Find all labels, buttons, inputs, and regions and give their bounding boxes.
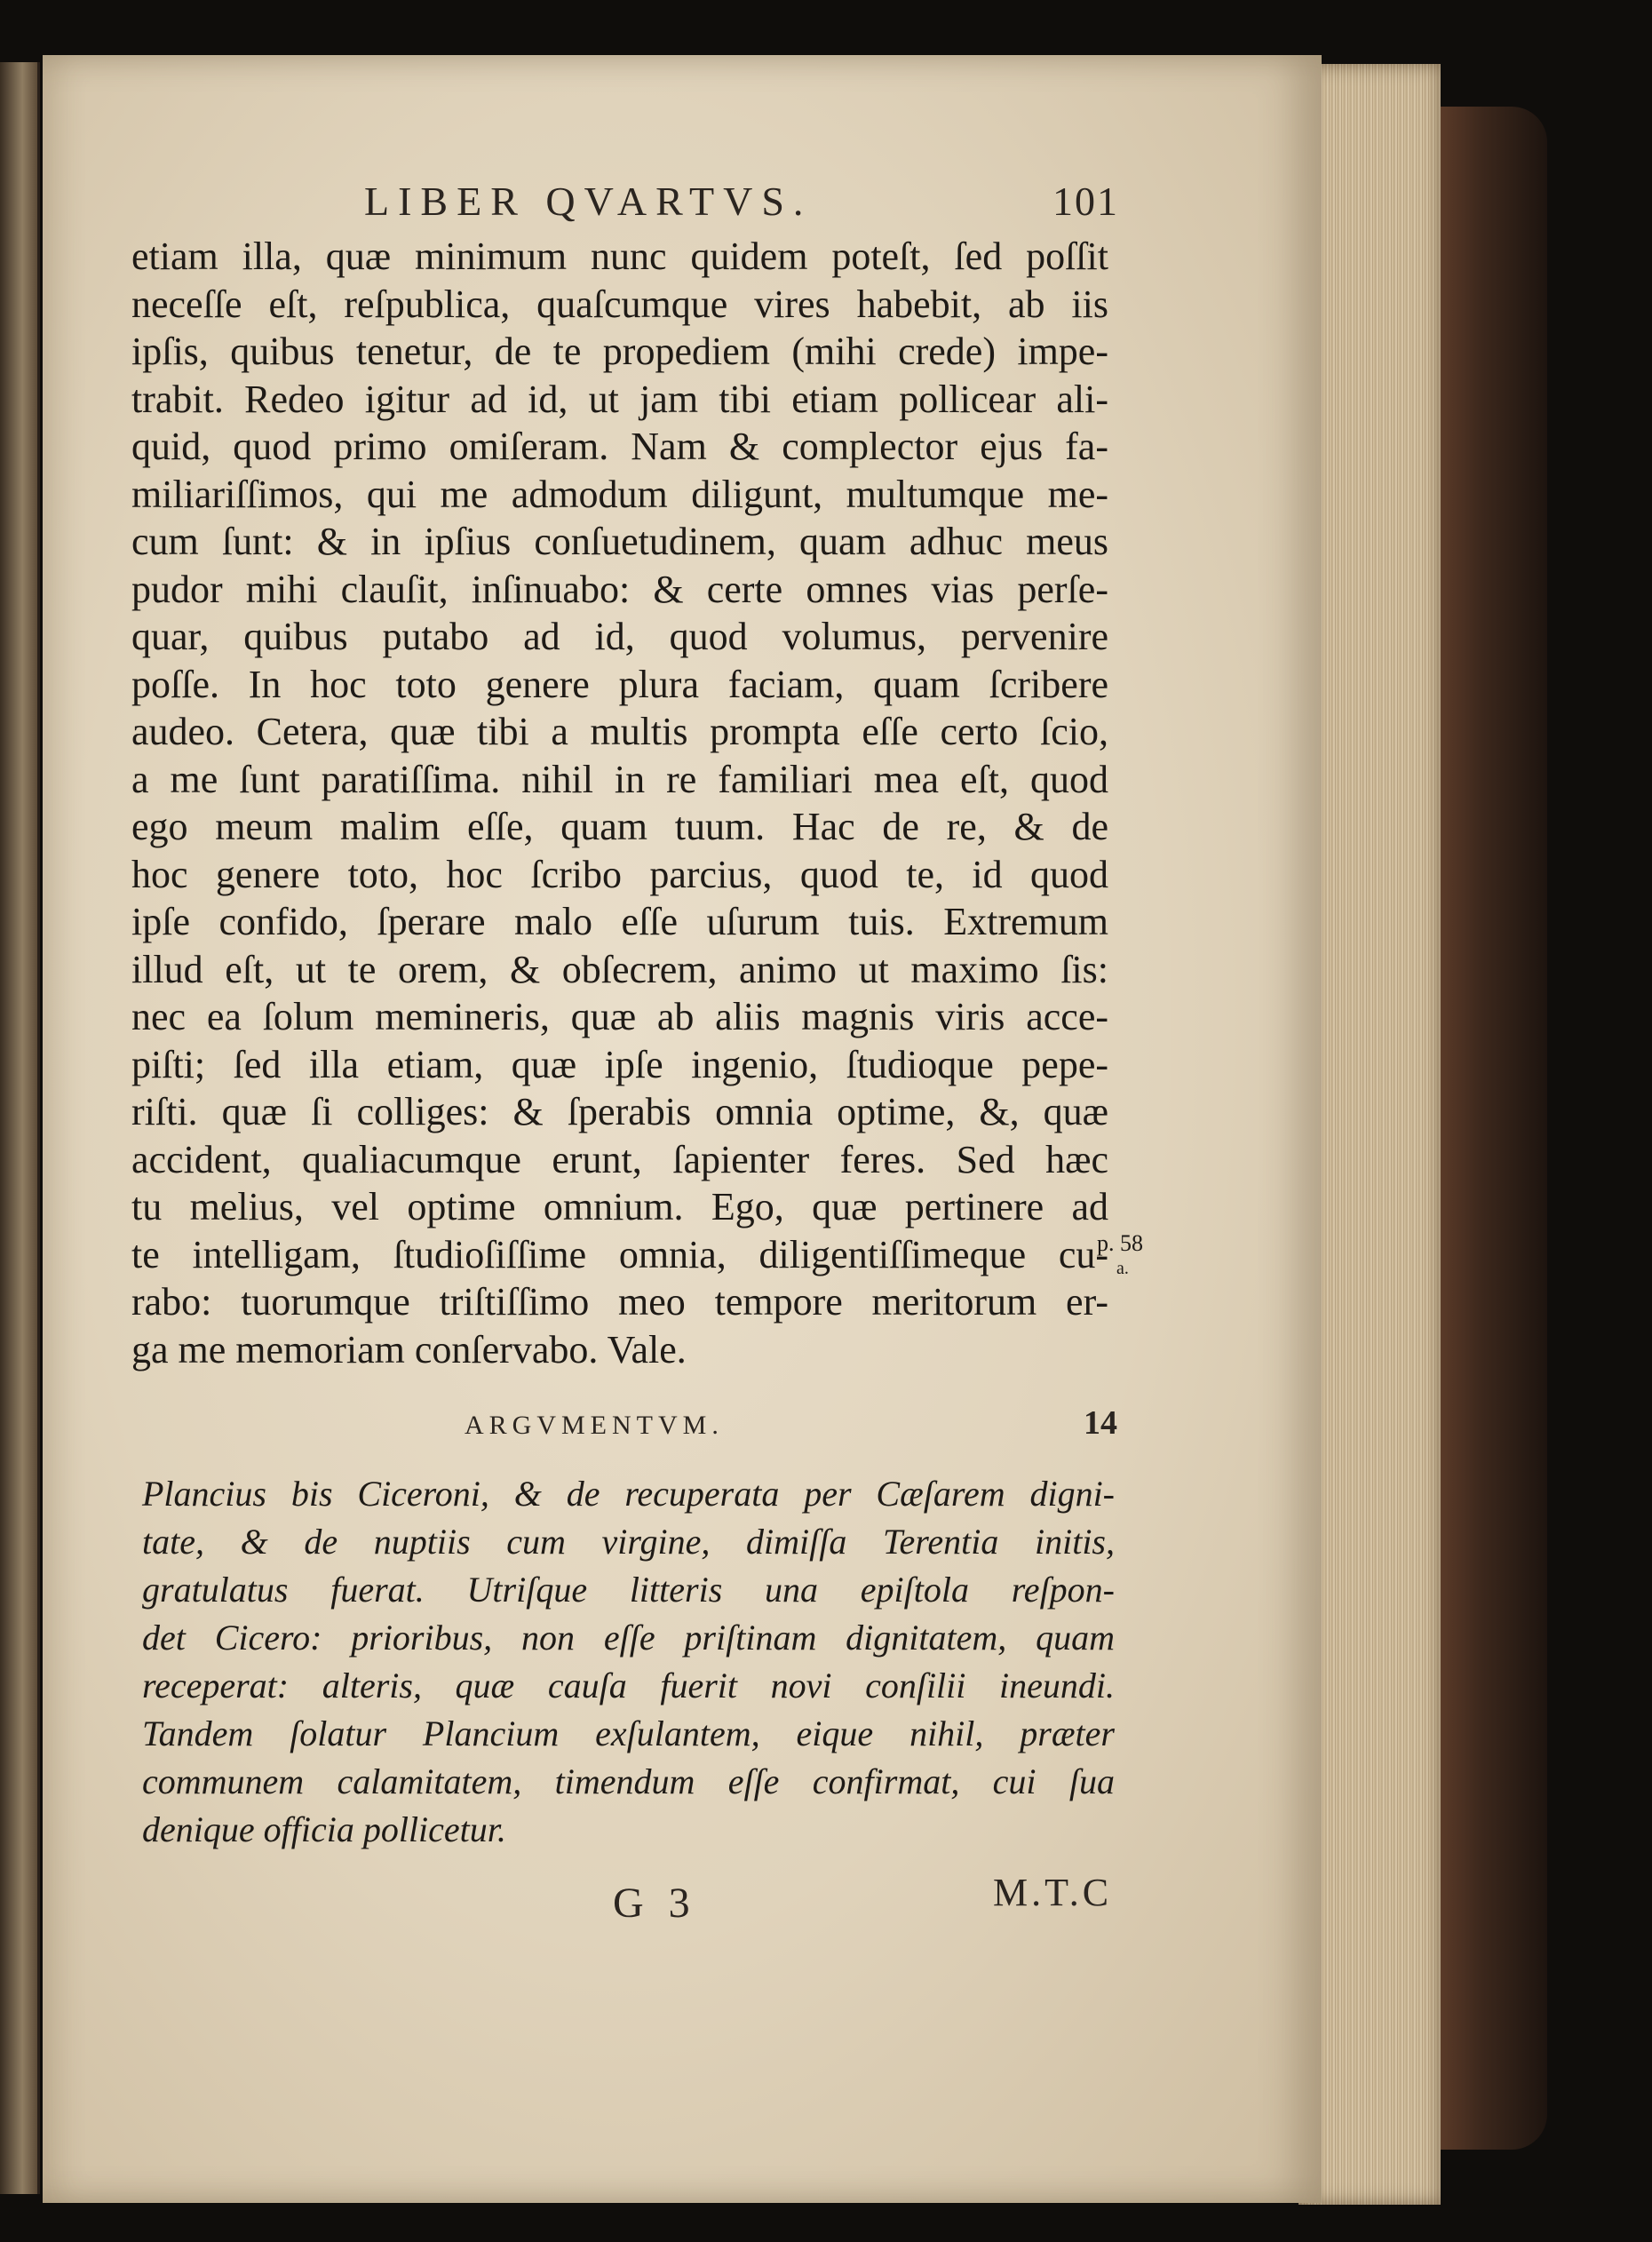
margin-note-sub: a. xyxy=(1116,1259,1129,1278)
argument-line: Plancius bis Ciceroni, & de recuperata per Cæſarem digni- xyxy=(142,1474,1115,1514)
text-line: audeo. Cetera, quæ tibi a multis prompta eſſe certo ſcio, xyxy=(131,710,1108,753)
text-line: ga me memoriam conſervabo. Vale. xyxy=(131,1327,687,1371)
letter-body xyxy=(131,233,1108,1373)
running-head xyxy=(364,178,1119,240)
argument-line: det Cicero: prioribus, non eſſe priſtinam dignitatem, quam xyxy=(142,1618,1115,1658)
catchword: M.T.C xyxy=(993,1871,1113,1914)
text-line: pudor mihi clauſit, inſinuabo: & certe omnes vias perſe- xyxy=(131,567,1108,611)
argument-line: denique officia pollicetur. xyxy=(142,1809,506,1849)
text-line: rabo: tuorumque triſtiſſimo meo tempore meritorum er- xyxy=(131,1280,1108,1324)
argument-line: gratulatus fuerat. Utriſque litteris una epiſtola reſpon- xyxy=(142,1570,1115,1610)
text-line: riſti. quæ ſi colliges: & ſperabis omnia optime, &, quæ xyxy=(131,1090,1108,1133)
margin-note xyxy=(1097,1230,1143,1278)
book-spine xyxy=(1441,107,1547,2150)
text-line: tu melius, vel optime omnium. Ego, quæ pertinere ad xyxy=(131,1185,1108,1228)
argument-line: tate, & de nuptiis cum virgine, dimiſſa Terentia initis, xyxy=(142,1522,1115,1562)
text-line: a me ſunt paratiſſima. nihil in re familiari mea eſt, quod xyxy=(131,757,1108,801)
text-line: ipſis, quibus tenetur, de te propediem (mihi crede) impe- xyxy=(131,330,1108,373)
argument-line: communem calamitatem, timendum eſſe confirmat, cui ſua xyxy=(142,1761,1115,1801)
facing-page-edge xyxy=(0,62,40,2194)
argument-line: receperat: alteris, quæ cauſa fuerit novi conſilii ineundi. xyxy=(142,1666,1115,1705)
running-head-title: LIBER QVARTVS. xyxy=(364,179,813,224)
text-line: quid, quod primo omiſeram. Nam & complector ejus fa- xyxy=(131,425,1108,468)
argument-line: Tandem ſolatur Plancium exſulantem, eique nihil, præter xyxy=(142,1713,1115,1753)
text-line: ego meum malim eſſe, quam tuum. Hac de re, & de xyxy=(131,805,1108,848)
text-line: neceſſe eſt, reſpublica, quaſcumque vires habebit, ab iis xyxy=(131,282,1108,326)
text-line: hoc genere toto, hoc ſcribo parcius, quod te, id quod xyxy=(131,852,1108,896)
page-number: 101 xyxy=(1052,179,1119,224)
argument-heading xyxy=(131,1404,1117,1455)
text-line: ipſe confido, ſperare malo eſſe uſurum tuis. Extremum xyxy=(131,900,1108,943)
text-line: trabit. Redeo igitur ad id, ut jam tibi etiam pollicear ali- xyxy=(131,377,1108,421)
letter-number: 14 xyxy=(1084,1404,1117,1442)
text-line: te intelligam, ſtudioſiſſime omnia, diligentiſſimeque cu- xyxy=(131,1232,1108,1276)
signature-mark: G 3 xyxy=(613,1880,697,1927)
argument-text xyxy=(142,1470,1115,1854)
margin-note-ref: p. 58 xyxy=(1097,1230,1143,1256)
text-line: cum ſunt: & in ipſius conſuetudinem, quam adhuc meus xyxy=(131,520,1108,563)
text-line: miliariſſimos, qui me admodum diligunt, multumque me- xyxy=(131,472,1108,516)
text-line: nec ea ſolum memineris, quæ ab aliis magnis viris acce- xyxy=(131,995,1108,1038)
text-line: etiam illa, quæ minimum nunc quidem poteſt, ſed poſſit xyxy=(131,235,1108,278)
text-line: poſſe. In hoc toto genere plura faciam, quam ſcribere xyxy=(131,662,1108,706)
text-line: illud eſt, ut te orem, & obſecrem, animo ut maximo ſis: xyxy=(131,947,1108,991)
text-line: accident, qualiacumque erunt, ſapienter feres. Sed hæc xyxy=(131,1137,1108,1181)
text-line: piſti; ſed illa etiam, quæ ipſe ingenio, ſtudioque pepe- xyxy=(131,1042,1108,1086)
argument-title: ARGVMENTVM. xyxy=(465,1411,724,1440)
text-line: quar, quibus putabo ad id, quod volumus, pervenire xyxy=(131,615,1108,658)
